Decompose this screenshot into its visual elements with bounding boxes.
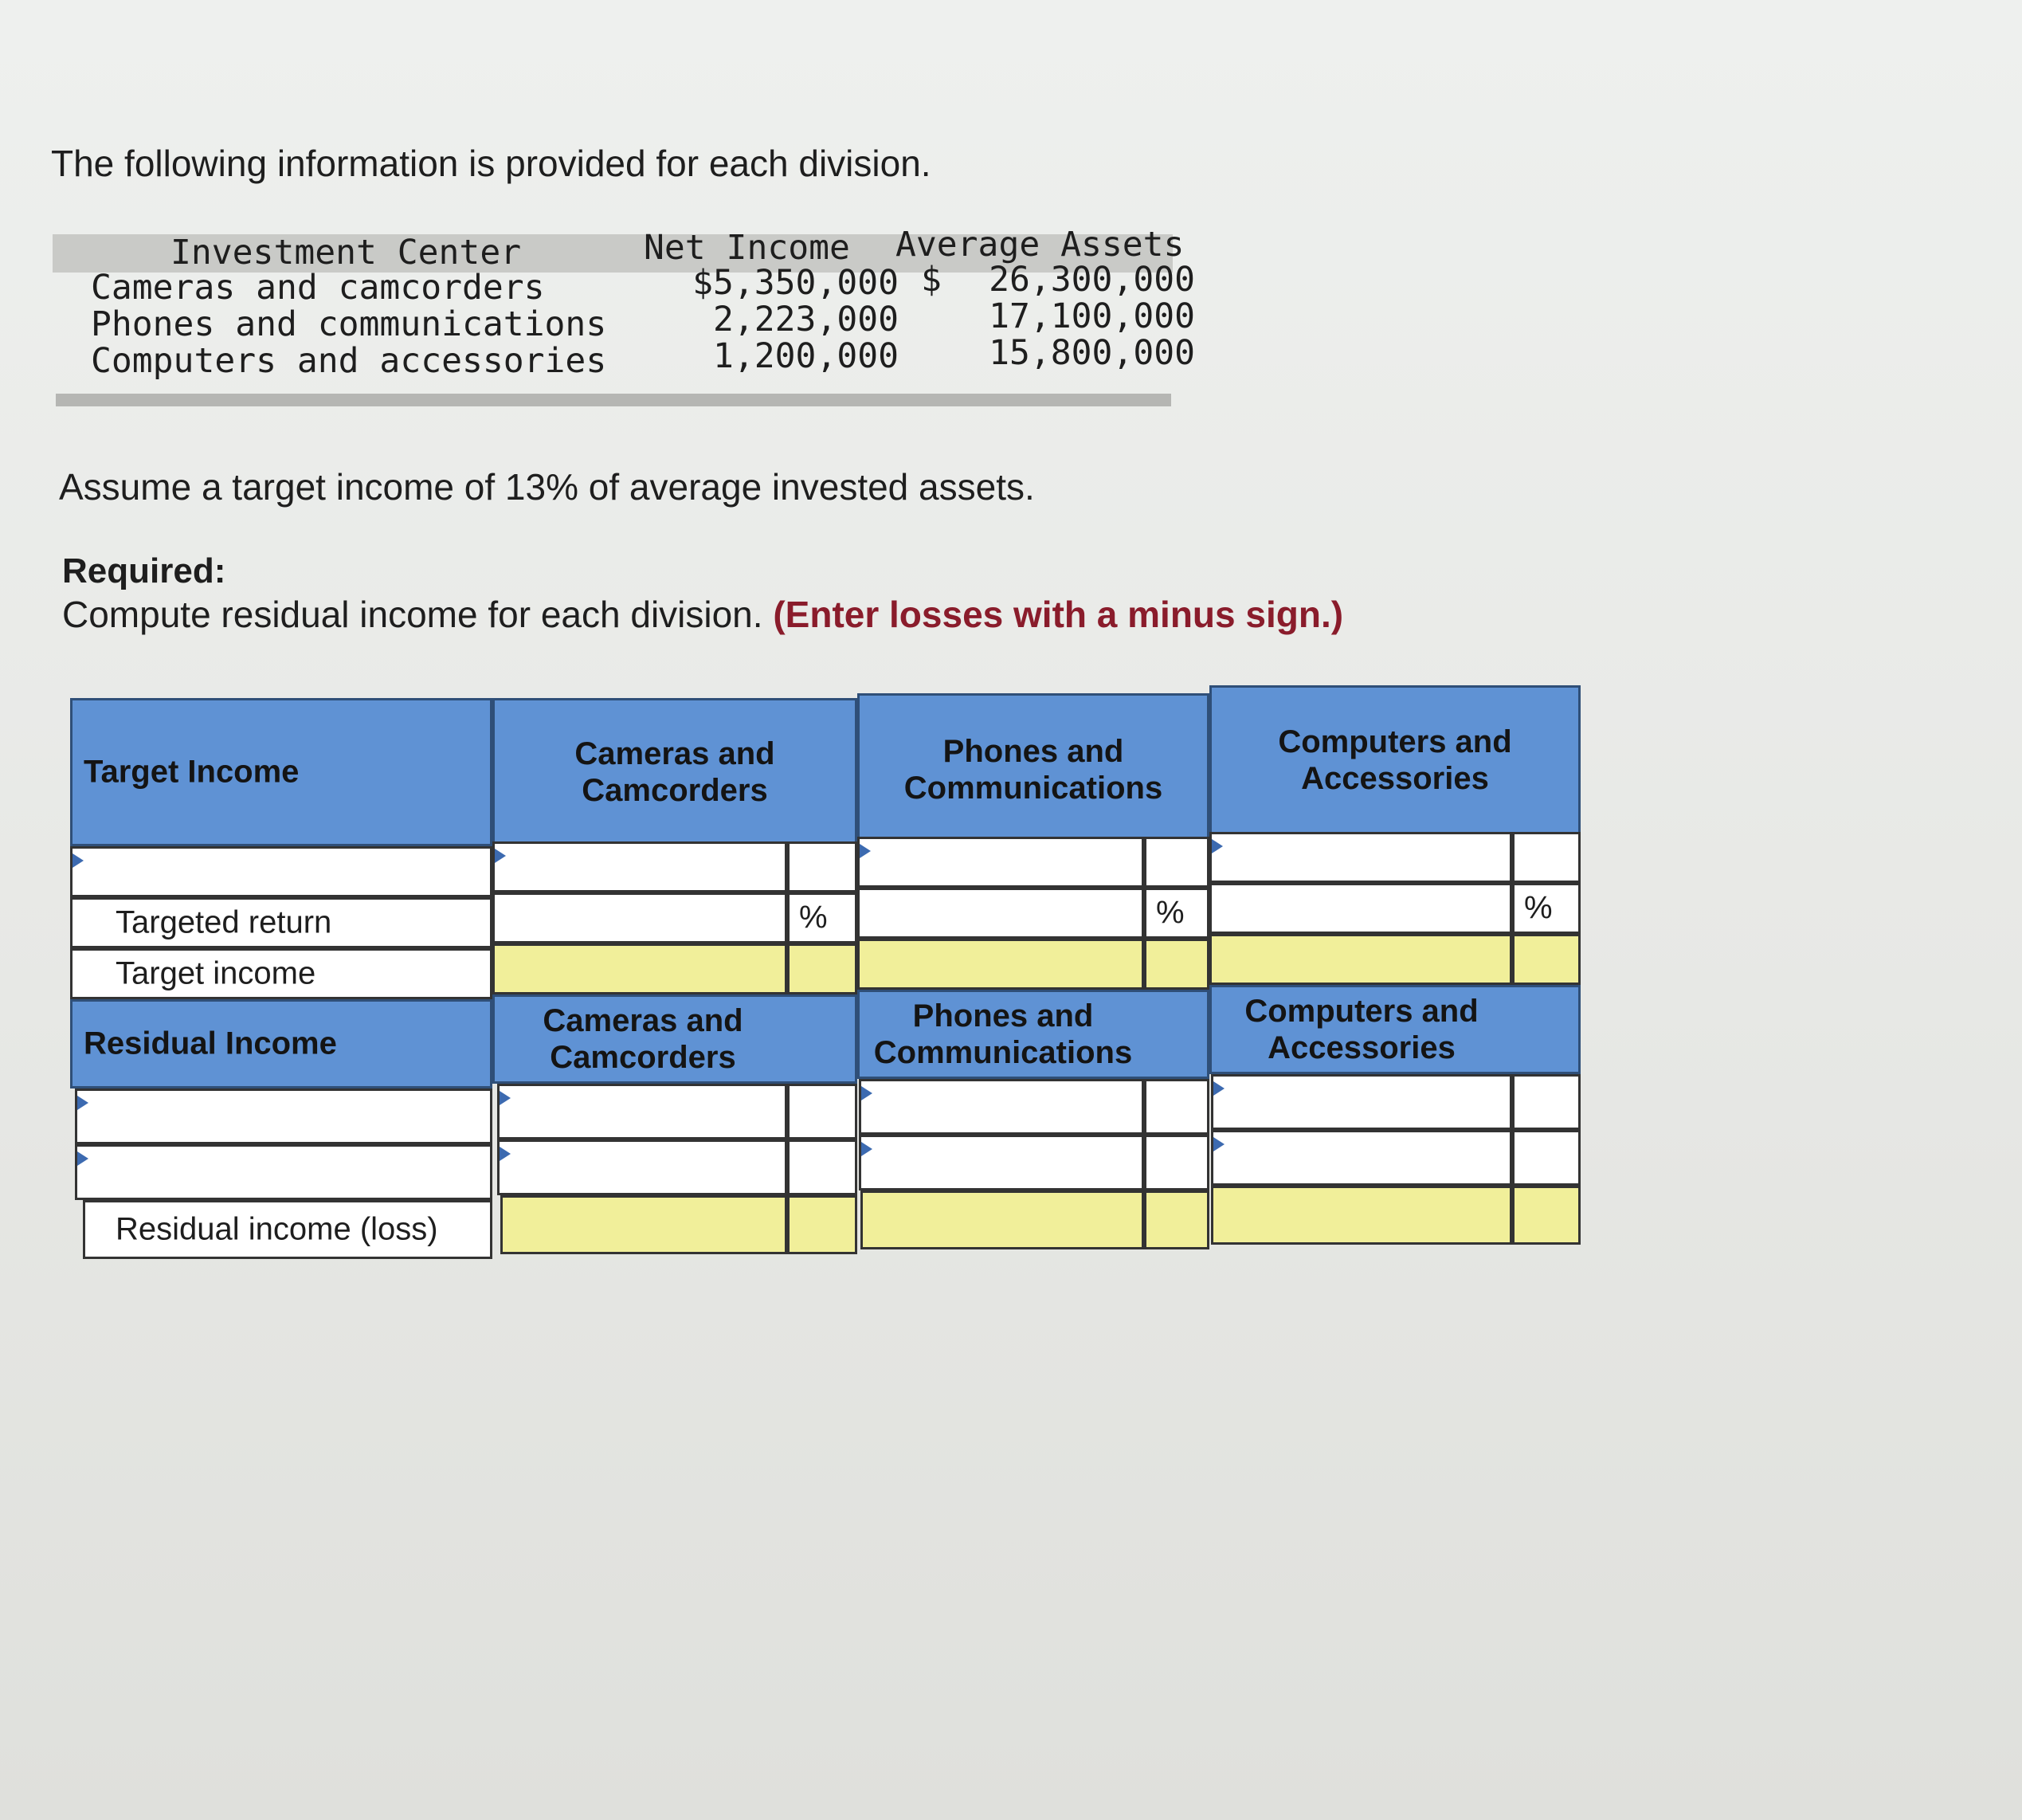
residual-row1-cameras-aux bbox=[787, 1084, 857, 1139]
target-col-computers bbox=[1209, 685, 1581, 835]
given-row-center: Phones and communications bbox=[91, 304, 607, 344]
target-income-cameras-aux bbox=[787, 943, 857, 994]
dropdown-arrow-icon bbox=[1212, 839, 1223, 853]
targeted-return-label-text: Targeted return bbox=[116, 904, 332, 940]
dropdown-arrow-icon bbox=[861, 1086, 872, 1100]
residual-row2-cameras-input[interactable] bbox=[497, 1139, 787, 1195]
percent-symbol: % bbox=[799, 900, 828, 935]
dropdown-arrow-icon bbox=[500, 1091, 511, 1105]
given-row-average-assets: 15,800,000 bbox=[989, 333, 1195, 373]
targeted-return-cameras-input[interactable] bbox=[492, 892, 787, 943]
residual-col-phones-text: Phones and Communications bbox=[873, 998, 1133, 1070]
target-income-cameras-value bbox=[492, 943, 787, 994]
residual-income-title-text: Residual Income bbox=[84, 1026, 337, 1061]
dropdown-arrow-icon bbox=[860, 844, 871, 858]
residual-income-cameras-value bbox=[500, 1195, 787, 1254]
target-row1-cameras-input[interactable] bbox=[492, 841, 787, 892]
targeted-return-label bbox=[70, 897, 492, 948]
residual-row1-phones-input[interactable] bbox=[859, 1079, 1144, 1135]
target-col-computers-text: Computers and Accessories bbox=[1278, 724, 1512, 796]
target-income-computers-value bbox=[1209, 934, 1512, 985]
target-income-label bbox=[70, 948, 492, 999]
residual-income-loss-label bbox=[83, 1200, 492, 1259]
dropdown-arrow-icon bbox=[72, 853, 84, 868]
instruction-main: Compute residual income for each division. bbox=[62, 594, 763, 635]
required-label: Required: bbox=[62, 551, 226, 590]
target-row1-phones-aux bbox=[1144, 837, 1209, 888]
target-row1-computers-input[interactable] bbox=[1209, 832, 1512, 883]
given-row-center: Cameras and camcorders bbox=[91, 268, 545, 308]
target-row1-cameras-aux bbox=[787, 841, 857, 892]
residual-row1-computers-input[interactable] bbox=[1211, 1074, 1512, 1130]
given-row-assets-sign: $ bbox=[921, 260, 942, 300]
residual-row2-phones-input[interactable] bbox=[859, 1135, 1144, 1190]
residual-row2-computers-aux bbox=[1512, 1130, 1581, 1186]
instruction-note: (Enter losses with a minus sign.) bbox=[773, 594, 1344, 635]
given-header-center: Investment Center bbox=[170, 233, 522, 273]
answer-grid bbox=[70, 685, 1581, 1254]
targeted-return-computers-input[interactable] bbox=[1209, 883, 1512, 934]
residual-income-loss-label-text: Residual income (loss) bbox=[116, 1211, 438, 1247]
targeted-return-cameras-percent bbox=[787, 892, 857, 943]
residual-income-computers-aux bbox=[1512, 1186, 1581, 1245]
percent-symbol: % bbox=[1524, 890, 1553, 926]
residual-col-cameras bbox=[492, 994, 857, 1084]
dropdown-arrow-icon bbox=[495, 849, 506, 863]
given-header-average-assets: Average Assets bbox=[895, 225, 1185, 265]
dropdown-arrow-icon bbox=[1213, 1081, 1225, 1096]
intro-text: The following information is provided for each division. bbox=[51, 143, 931, 184]
residual-row1-computers-aux bbox=[1512, 1074, 1581, 1130]
target-row1-phones-input[interactable] bbox=[857, 837, 1144, 888]
residual-income-title bbox=[70, 999, 492, 1088]
dropdown-arrow-icon bbox=[77, 1096, 88, 1110]
residual-col-phones bbox=[857, 990, 1209, 1079]
target-col-cameras-text: Cameras and Camcorders bbox=[574, 736, 775, 808]
given-row-net-income: 1,200,000 bbox=[713, 336, 899, 376]
dropdown-arrow-icon bbox=[77, 1151, 88, 1166]
residual-row1-cameras-input[interactable] bbox=[497, 1084, 787, 1139]
residual-col-computers bbox=[1209, 985, 1581, 1074]
given-data-table bbox=[53, 225, 1195, 411]
given-footer-bar bbox=[56, 394, 1171, 406]
residual-income-cameras-aux bbox=[787, 1195, 857, 1254]
residual-row2-computers-input[interactable] bbox=[1211, 1130, 1512, 1186]
target-row1-computers-aux bbox=[1512, 832, 1581, 883]
given-row-center: Computers and accessories bbox=[91, 341, 607, 381]
targeted-return-computers-percent bbox=[1512, 883, 1581, 934]
percent-symbol: % bbox=[1156, 895, 1185, 931]
target-income-title bbox=[70, 698, 492, 846]
target-row1-label-input[interactable] bbox=[70, 846, 492, 897]
given-row-net-income: $5,350,000 bbox=[692, 263, 899, 303]
residual-row1-label-input[interactable] bbox=[75, 1088, 492, 1144]
target-col-phones bbox=[857, 693, 1209, 846]
target-col-phones-text: Phones and Communications bbox=[903, 734, 1163, 806]
residual-row2-label-input[interactable] bbox=[75, 1144, 492, 1200]
given-row-average-assets: 26,300,000 bbox=[989, 260, 1195, 300]
target-income-title-text: Target Income bbox=[84, 754, 300, 790]
target-income-phones-value bbox=[857, 939, 1144, 990]
targeted-return-phones-percent bbox=[1144, 888, 1209, 939]
given-header-net-income: Net Income bbox=[644, 228, 850, 268]
residual-row2-cameras-aux bbox=[787, 1139, 857, 1195]
target-income-phones-aux bbox=[1144, 939, 1209, 990]
target-income-label-text: Target income bbox=[116, 955, 316, 991]
residual-col-cameras-text: Cameras and Camcorders bbox=[543, 1003, 743, 1075]
residual-income-phones-aux bbox=[1144, 1190, 1209, 1249]
target-income-computers-aux bbox=[1512, 934, 1581, 985]
dropdown-arrow-icon bbox=[861, 1142, 872, 1156]
residual-col-computers-text: Computers and Accessories bbox=[1244, 994, 1479, 1065]
given-row-net-income: 2,223,000 bbox=[713, 300, 899, 339]
given-row-average-assets: 17,100,000 bbox=[989, 296, 1195, 336]
residual-income-phones-value bbox=[860, 1190, 1144, 1249]
residual-row2-phones-aux bbox=[1144, 1135, 1209, 1190]
assumption-text: Assume a target income of 13% of average invested assets. bbox=[59, 466, 1035, 508]
residual-income-computers-value bbox=[1211, 1186, 1512, 1245]
target-col-cameras bbox=[492, 698, 857, 846]
instruction-text bbox=[62, 593, 1343, 636]
dropdown-arrow-icon bbox=[1213, 1137, 1225, 1151]
targeted-return-phones-input[interactable] bbox=[857, 888, 1144, 939]
residual-row1-phones-aux bbox=[1144, 1079, 1209, 1135]
dropdown-arrow-icon bbox=[500, 1147, 511, 1161]
